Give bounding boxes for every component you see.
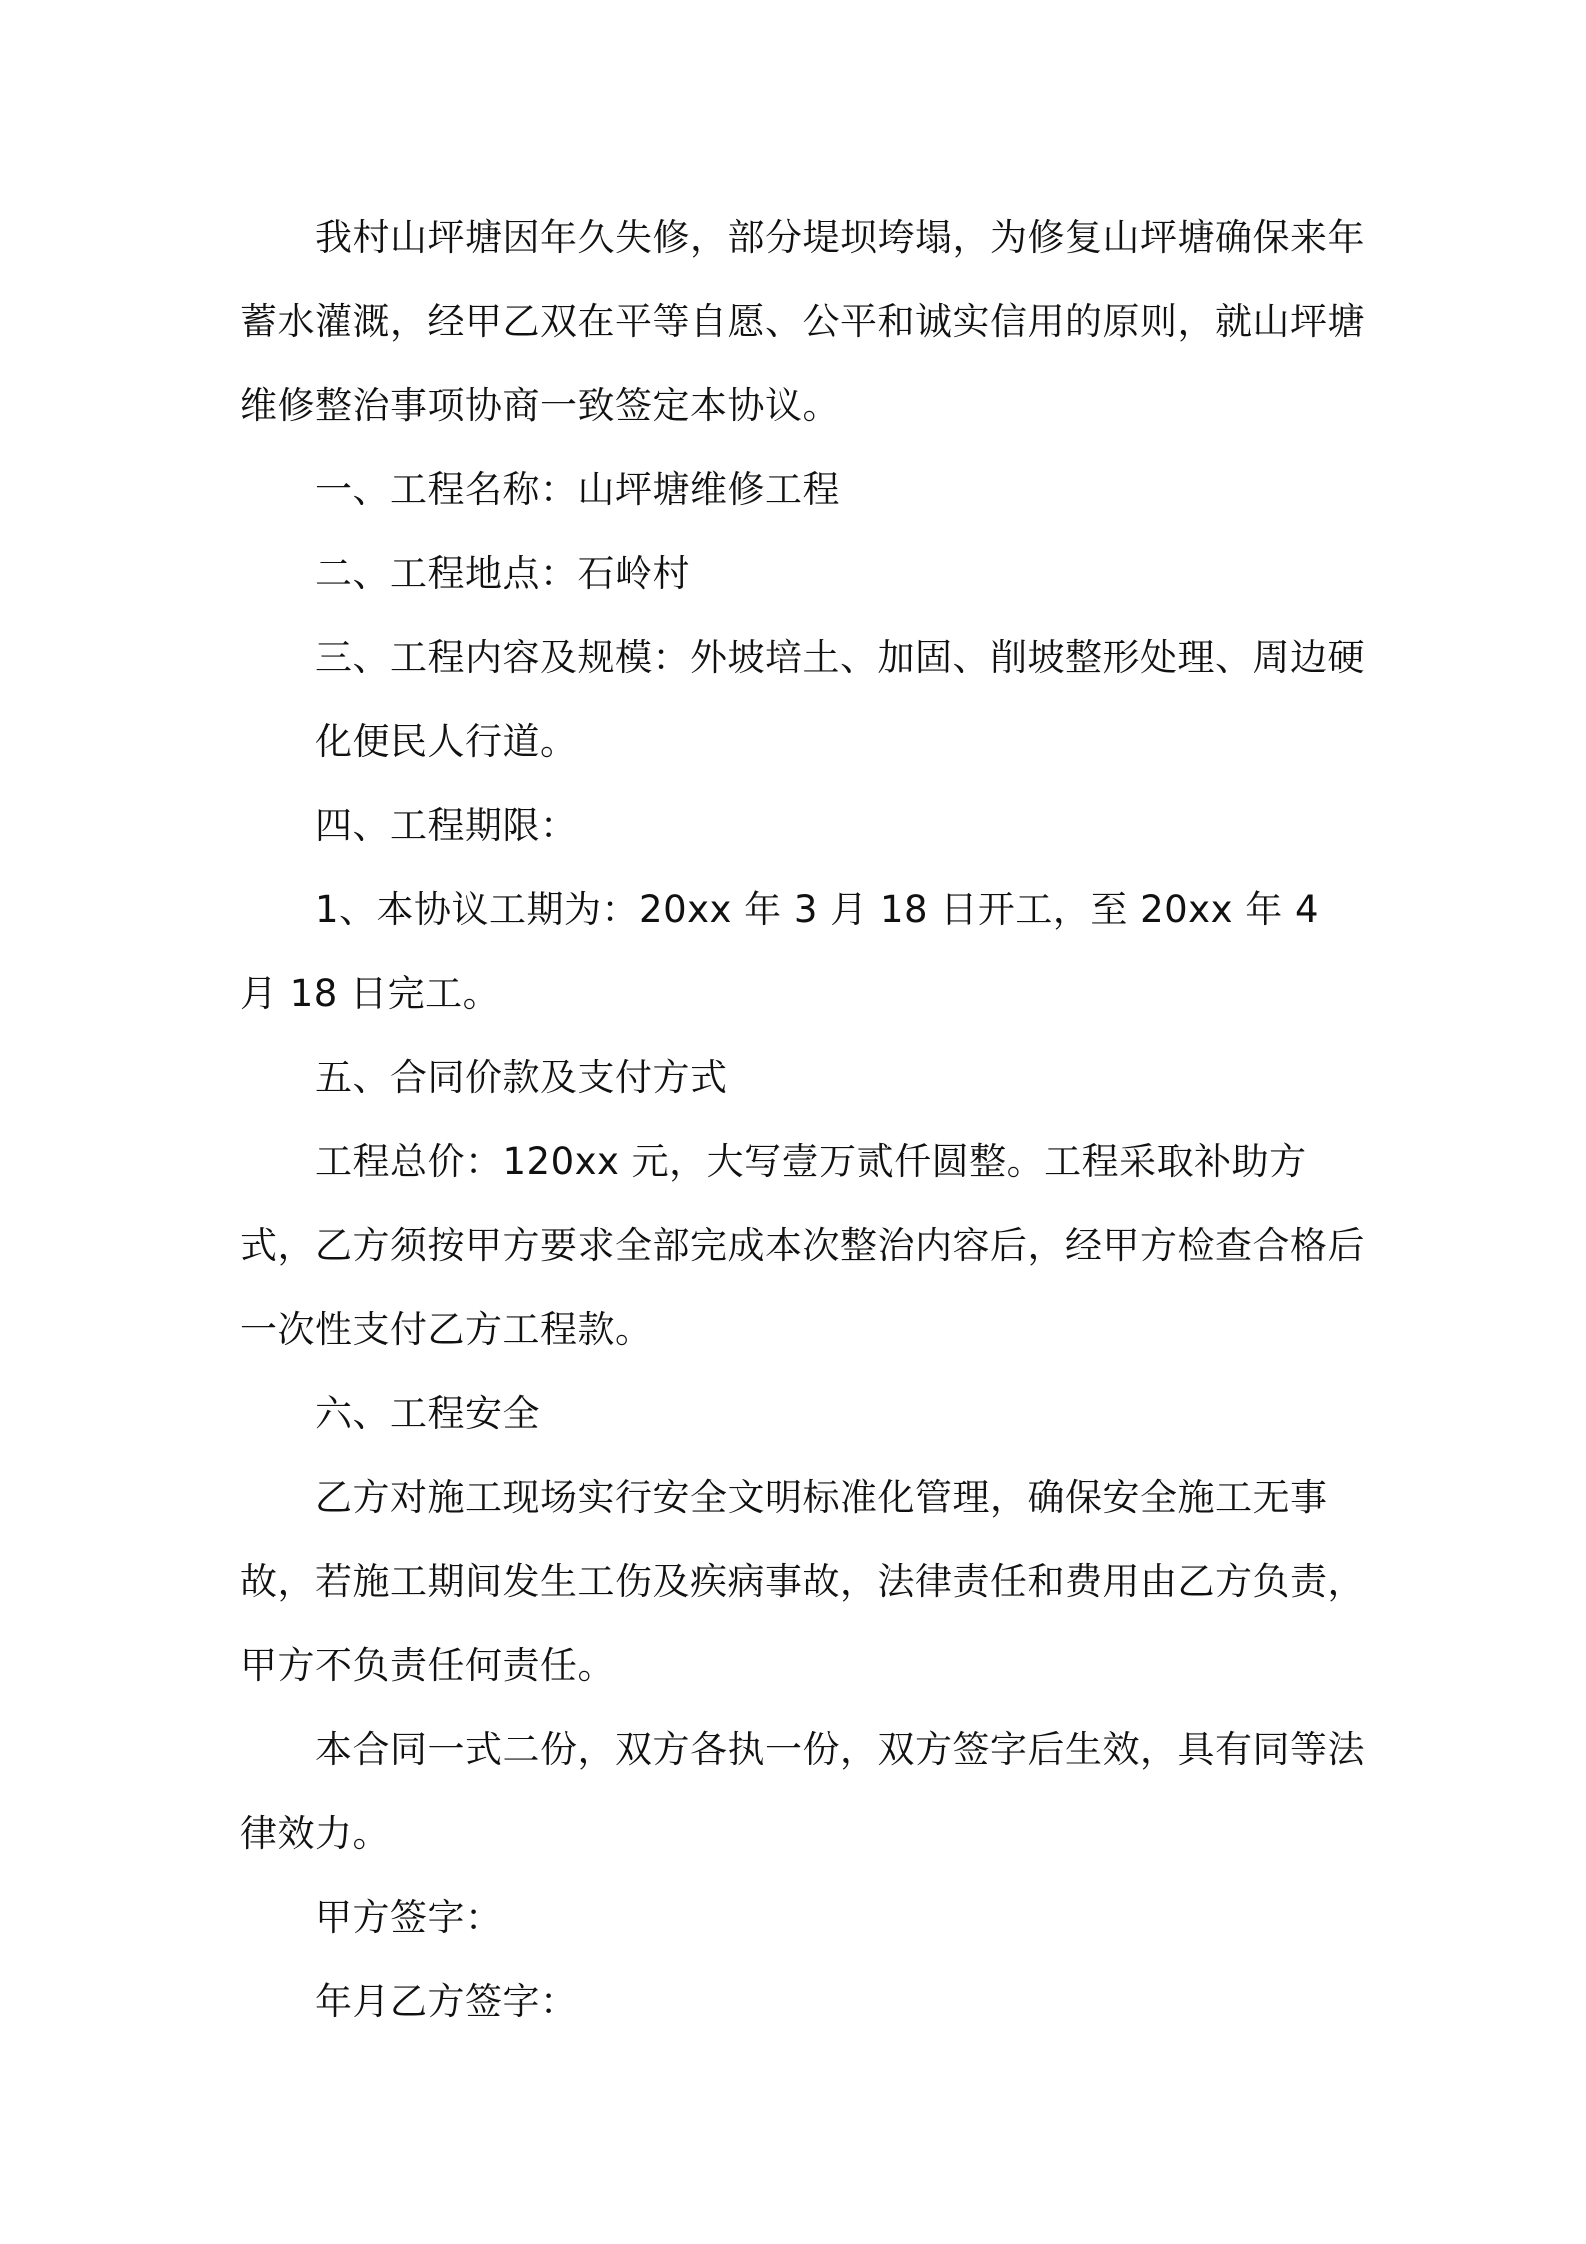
project-period-heading: 四、工程期限： [315,804,578,847]
document-body [240,196,1365,2044]
project-period-detail: 1、本协议工期为：20xx 年 3 月 18 日开工，至 20xx 年 4 月 18 日完工。 [240,888,1320,1015]
price-body: 工程总价：120xx 元，大写壹万贰仟圆整。工程采取补助方式，乙方须按甲方要求全部完成本次整治内容后，经甲方检查合格后一次性支付乙方工程款。 [240,1140,1365,1351]
project-location-line: 二、工程地点：石岭村 [315,552,690,595]
party-b-signature: 年月乙方签字： [315,1980,578,2023]
safety-heading: 六、工程安全 [315,1392,540,1435]
copies-clause: 本合同一式二份，双方各执一份，双方签字后生效，具有同等法律效力。 [240,1728,1365,1855]
project-name-line: 一、工程名称：山坪塘维修工程 [315,468,840,511]
project-scope-line: 三、工程内容及规模：外坡培土、加固、削坡整形处理、周边硬化便民人行道。 [315,636,1365,763]
party-a-signature: 甲方签字： [315,1896,503,1939]
price-heading: 五、合同价款及支付方式 [315,1056,728,1099]
intro-paragraph: 我村山坪塘因年久失修，部分堤坝垮塌，为修复山坪塘确保来年蓄水灌溉，经甲乙双在平等自愿、公平和诚实信用的原则，就山坪塘维修整治事项协商一致签定本协议。 [240,216,1365,427]
safety-body: 乙方对施工现场实行安全文明标准化管理，确保安全施工无事故，若施工期间发生工伤及疾病事故，法律责任和费用由乙方负责，甲方不负责任何责任。 [240,1476,1365,1687]
